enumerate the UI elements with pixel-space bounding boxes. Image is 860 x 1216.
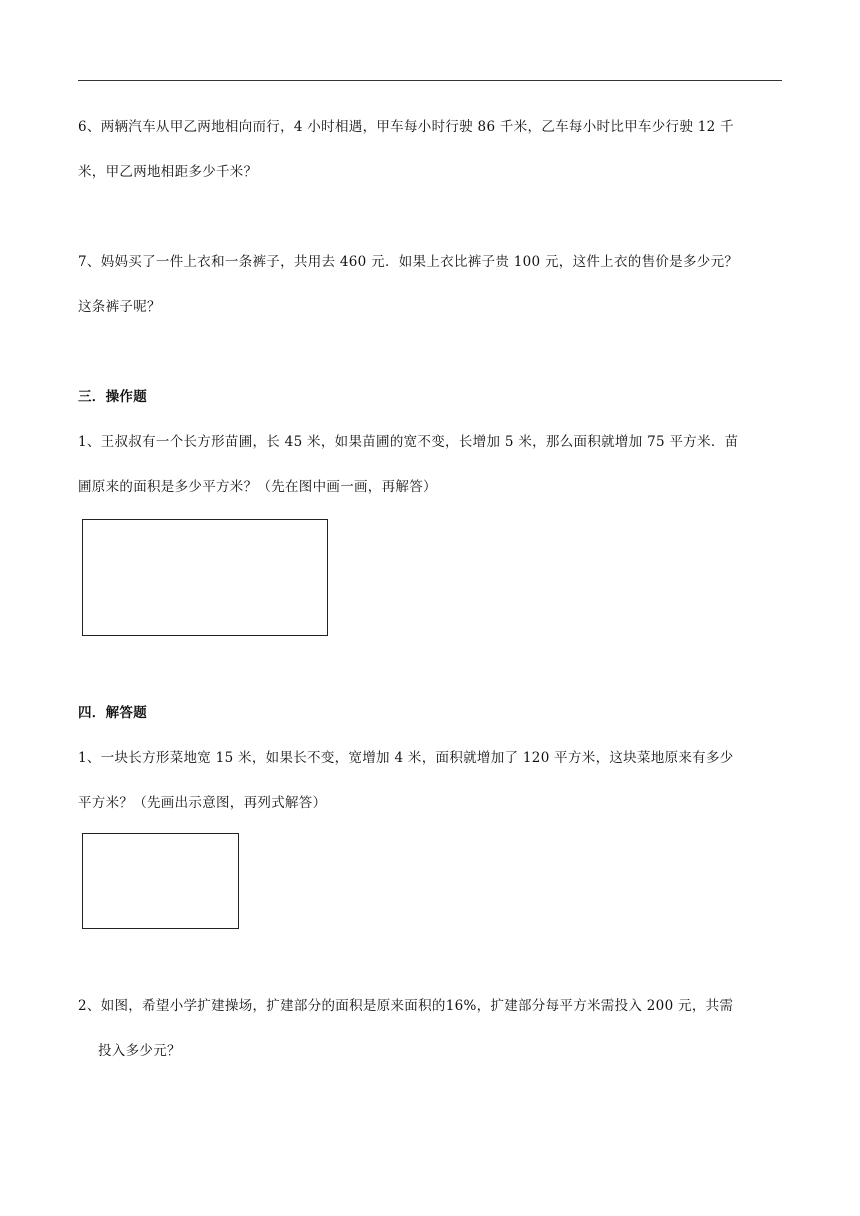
nursery-drawing-box [82, 519, 328, 636]
section-3-question-1-line-2: 圃原来的面积是多少平方米？（先在图中画一画，再解答） [78, 479, 437, 495]
section-4-question-1-line-1: 1、一块长方形菜地宽 15 米，如果长不变，宽增加 4 米，面积就增加了 120 平方米，这块菜地原来有多少 [78, 750, 734, 766]
question-6-line-2: 米，甲乙两地相距多少千米？ [78, 164, 258, 180]
section-4-question-1-line-2: 平方米？（先画出示意图，再列式解答） [78, 795, 327, 811]
section-3-question-1-line-1: 1、王叔叔有一个长方形苗圃，长 45 米，如果苗圃的宽不变，长增加 5 米，那么面积就增加 75 平方米．苗 [78, 434, 739, 450]
question-7-line-2: 这条裤子呢？ [78, 299, 161, 315]
vegetable-plot-drawing-box [82, 833, 239, 929]
section-3-heading: 三．操作题 [78, 389, 147, 405]
section-4-heading: 四．解答题 [78, 705, 147, 721]
question-7-line-1: 7、妈妈买了一件上衣和一条裤子，共用去 460 元．如果上衣比裤子贵 100 元，这件上衣的售价是多少元？ [78, 254, 739, 270]
header-rule [78, 80, 782, 81]
question-6-line-1: 6、两辆汽车从甲乙两地相向而行，4 小时相遇，甲车每小时行驶 86 千米，乙车每小时比甲车少行驶 12 千 [78, 119, 734, 135]
section-4-question-2-line-2: 投入多少元？ [98, 1043, 181, 1059]
section-4-question-2-line-1: 2、如图，希望小学扩建操场，扩建部分的面积是原来面积的16%，扩建部分每平方米需投入 200 元，共需 [78, 998, 734, 1014]
